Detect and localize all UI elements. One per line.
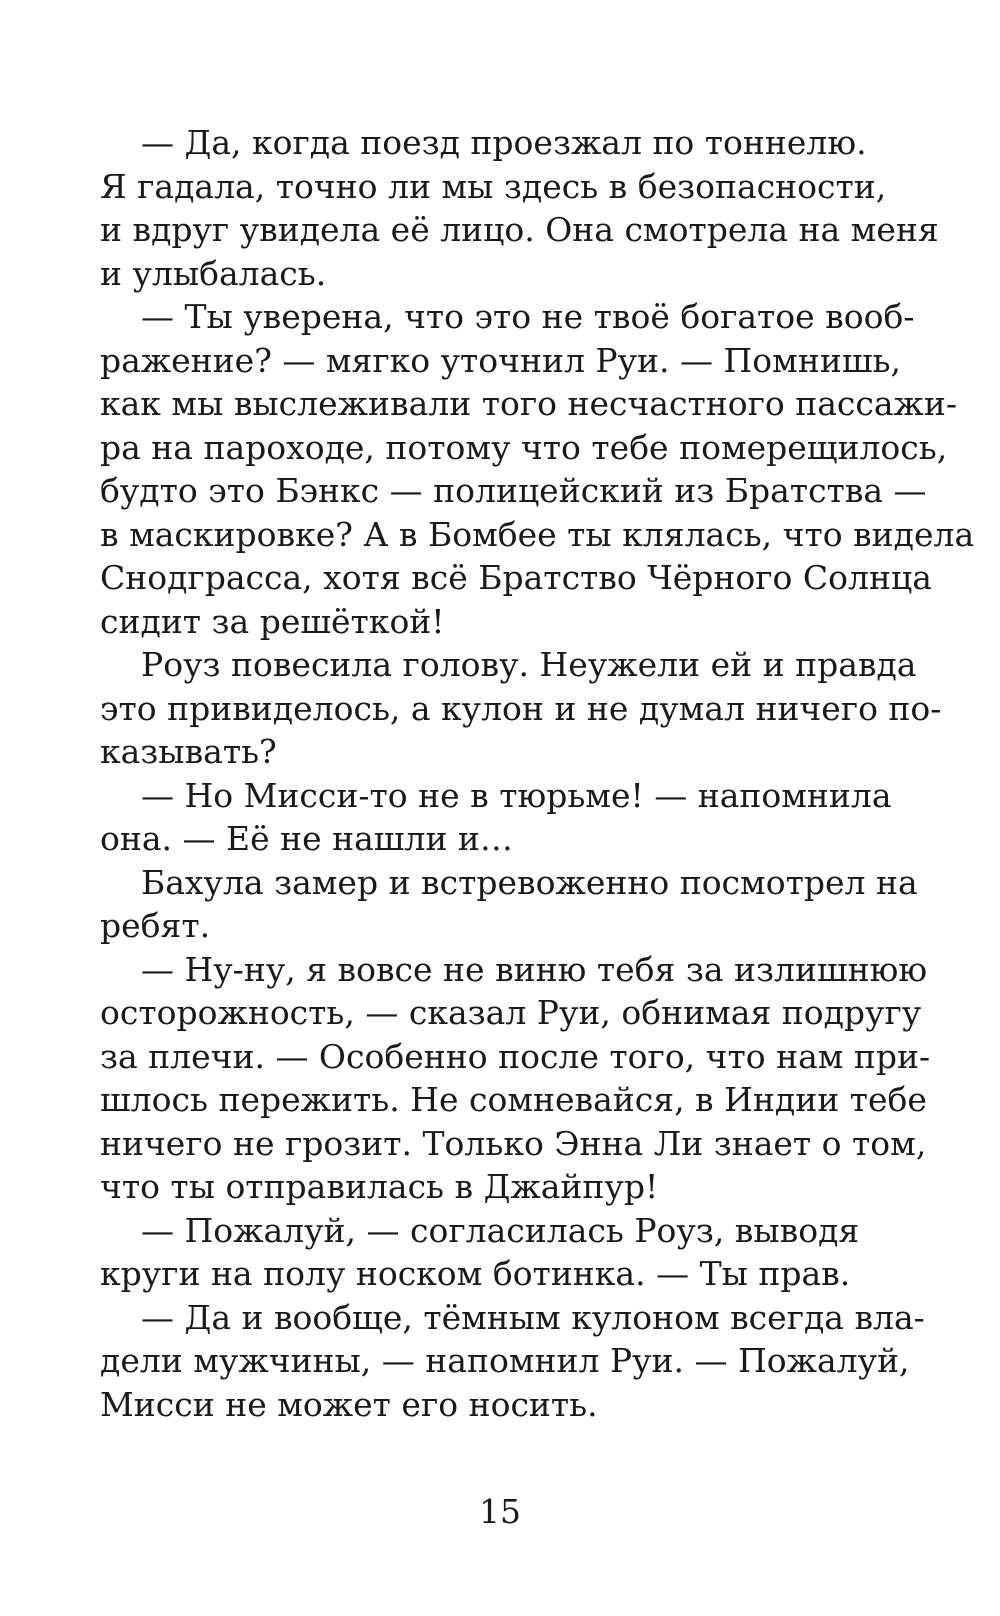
text-line: она. — Её не нашли и…	[100, 819, 513, 858]
text-line: круги на полу носком ботинка. — Ты прав.	[100, 1254, 851, 1293]
text-line: — Ты уверена, что это не твоё богатое вооб-	[141, 297, 915, 336]
text-line: и улыбалась.	[100, 253, 327, 293]
body-text	[100, 121, 975, 1426]
text-line: казывать?	[100, 732, 277, 771]
text-line: Роуз повесила голову. Неужели ей и правда	[141, 645, 917, 684]
text-line: будто это Бэнкс — полицейский из Братства —	[100, 471, 927, 510]
page-number: 15	[479, 1492, 521, 1531]
text-line: что ты отправилась в Джайпур!	[100, 1167, 659, 1206]
text-line: это привиделось, а кулон и не думал ничего по-	[100, 688, 942, 728]
text-line: за плечи. — Особенно после того, что нам при-	[100, 1036, 931, 1076]
text-line: в маскировке? А в Бомбее ты клялась, что видела	[100, 514, 975, 554]
text-line: сидит за решёткой!	[100, 601, 445, 641]
text-line: — Пожалуй, — согласилась Роуз, выводя	[141, 1210, 860, 1250]
text-line: шлось пережить. Не сомневайся, в Индии тебе	[100, 1080, 927, 1119]
text-line: — Да и вообще, тёмным кулоном всегда вла-	[141, 1297, 925, 1337]
text-line: — Но Мисси-то не в тюрьме! — напомнила	[141, 775, 892, 815]
text-line: Бахула замер и встревоженно посмотрел на	[141, 862, 918, 902]
text-line: ничего не грозит. Только Энна Ли знает о том,	[100, 1123, 927, 1163]
text-line: ражение? — мягко уточнил Руи. — Помнишь,	[100, 340, 901, 380]
text-line: Снодграсса, хотя всё Братство Чёрного Солнца	[100, 558, 932, 597]
text-line: дели мужчины, — напомнил Руи. — Пожалуй,	[100, 1341, 910, 1380]
text-line: как мы выслеживали того несчастного пассажи-	[100, 384, 958, 423]
text-line: осторожность, — сказал Руи, обнимая подругу	[100, 993, 922, 1032]
text-line: — Да, когда поезд проезжал по тоннелю.	[141, 123, 867, 162]
text-line: Я гадала, точно ли мы здесь в безопасности,	[100, 166, 887, 206]
text-line: ра на пароходе, потому что тебе померещилось,	[100, 427, 948, 467]
text-line: и вдруг увидела её лицо. Она смотрела на меня	[100, 210, 939, 249]
text-line: — Ну-ну, я вовсе не виню тебя за излишнюю	[141, 949, 928, 989]
text-line: Мисси не может его носить.	[100, 1384, 598, 1424]
text-line: ребят.	[100, 906, 211, 945]
